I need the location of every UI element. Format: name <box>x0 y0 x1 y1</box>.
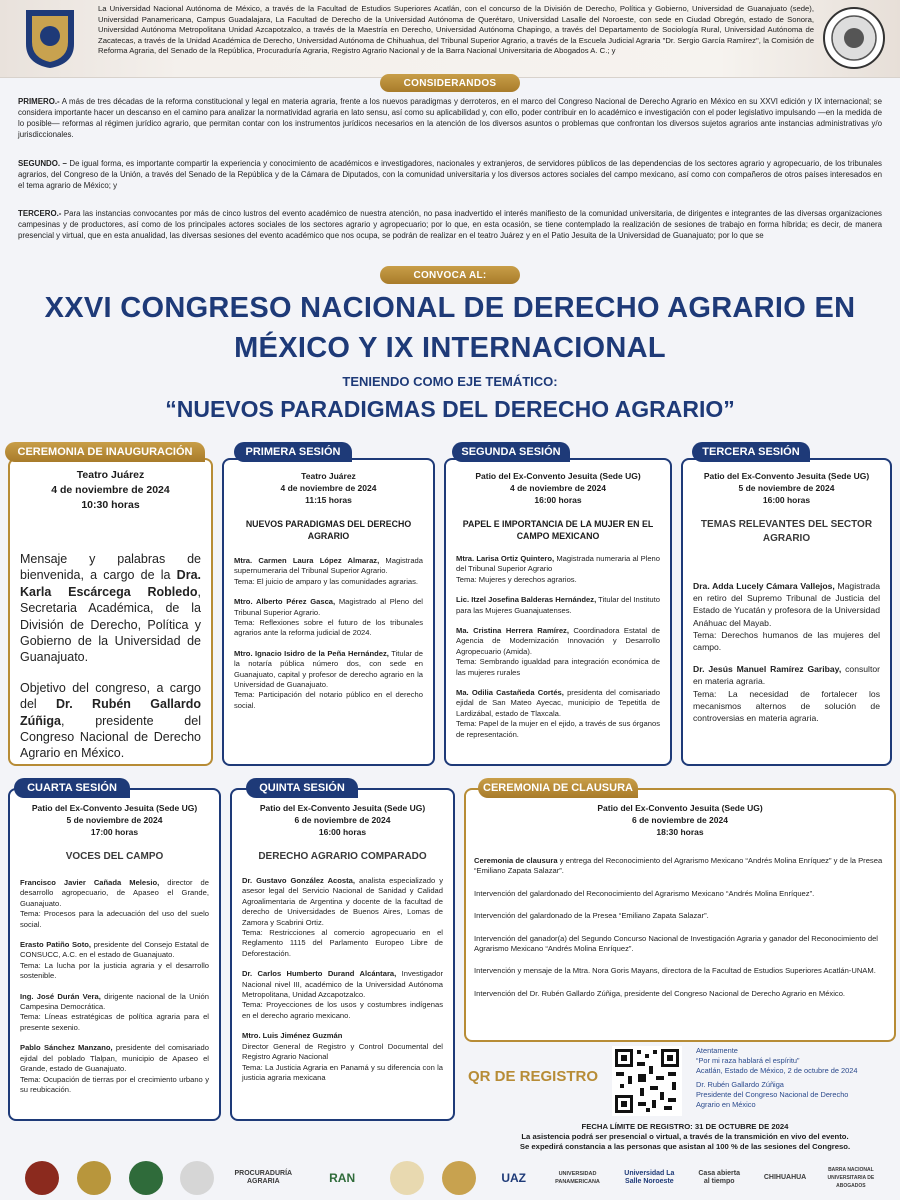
tab-segunda-sesion: SEGUNDA SESIÓN <box>452 442 570 462</box>
list-item: Ceremonia de clausura y entrega del Reconocimiento del Agrarismo Mexicano “Andrés Molina Enríquez” y de la Presea “Emiliano Zapata Salazar”. <box>474 856 883 876</box>
subtitle: TENIENDO COMO EJE TEMÁTICO: <box>342 374 558 389</box>
session-theme: PAPEL E IMPORTANCIA DE LA MUJER EN EL CAMPO MEXICANO <box>462 519 654 541</box>
list-item: Pablo Sánchez Manzano, presidente del comisariado ejidal del poblado Tlalpan, municipio de Apaseo el Grande, estado de Guanajuato. Tema: Ocupación de tierras por el crecimiento urbano y su reubicación. <box>20 1043 209 1094</box>
list-item: Francisco Javier Cañada Melesio, director de desarrollo agropecuario, de Apaseo el Grande, Guanajuato. Tema: Procesos para la adecuación del uso del suelo social. <box>20 878 209 929</box>
senado-logo-icon <box>129 1161 163 1195</box>
convoca-label: CONVOCA AL: <box>380 266 520 284</box>
congress-seal-icon <box>822 6 886 70</box>
list-item: Intervención y mensaje de la Mtra. Nora Goris Mayans, directora de la Facultad de Estudios Superiores Acatlán-UNAM. <box>474 966 876 976</box>
list-item: Dr. Jesús Manuel Ramírez Garibay, consultor en materia agraria. Tema: La necesidad de fortalecer los mecanismos alternos de solución de controversias en materia agraria. <box>693 664 880 724</box>
header-banner <box>0 0 900 78</box>
header-text: La Universidad Nacional Autónoma de México, a través de la Facultad de Estudios Superiores Acatlán, con el concurso de la División de Derecho, Política y Gobierno, Universidad de Guanajuato (sede), Universidad Panamericana, Campus Guadalajara, La Facultad de Derecho de la Universidad Autónoma de Querétaro, Universidad Lasalle del Noroeste, con sede en Ciudad Obregón, estado de Sonora, Universidad Autónoma Metropolitana Unidad Azcapotzalco, a través de la Maestría en Derecho, Universidad Autónoma Chapingo, a través del Departamento de Sociología Rural, Universidad Autónoma de Zacatecas, a través de la Unidad Académica de Derecho, Universidad Autónoma de Chihuahua, del Tribunal Superior Agrario, a través de la Escuela Judicial Agraria "Dr. Sergio García Ramírez", la Comisión de Reforma Agraria, del Senado de la República, Procuraduría Agraria, Registro Agrario Nacional y de la Barra Nacional Universitaria de Abogados A. C.; y <box>98 4 814 55</box>
list-item: Ma. Odilia Castañeda Cortés, presidenta del comisariado ejidal de San Mateo Ayecac, municipio de Tepetitla de Lardizábal, estado de Tlaxcala. Tema: Papel de la mujer en el ejido, a través de sus órganos de representación. <box>456 688 660 739</box>
unam-logo-icon <box>25 1161 59 1195</box>
primero-paragraph: PRIMERO.- A más de tres décadas de la reforma constitucional y legal en materia agraria, frente a los nuevos paradigmas y derroteros, en el marco del Congreso Nacional de Derecho Agrario en México en su XXVI edición y IX internacional; se considera importante hacer un descanso en el camino para analizar la normatividad agraria en lato sensu, así como su aplicabilidad y, con ello, poder contribuir en lo académico e investigación con el poder legislativo impulsando —en la medida de lo posible— reformas al régimen jurídico agrario, que permitan contar con los instrumentos jurídicos necesarios en la atención de los diversos asuntos o problemas que confrontan los diversos sujetos agrarios ante instancias administrativas y/o jurisdiccionales. <box>18 97 882 139</box>
session-theme: TEMAS RELEVANTES DEL SECTOR AGRARIO <box>700 519 873 544</box>
list-item: Mtra. Larisa Ortiz Quintero, Magistrada numeraria al Pleno del Tribunal Superior Agrario Tema: Mujeres y derechos agrarios. <box>456 554 660 584</box>
logo-procuraduria-agraria: PROCURADURÍA AGRARIA <box>234 1170 293 1185</box>
tab-primera-sesion: PRIMERA SESIÓN <box>234 442 352 462</box>
card-header: Patio del Ex-Convento Jesuita (Sede UG) 6 de noviembre de 2024 16:00 horas <box>259 803 426 837</box>
list-item: Erasto Patiño Soto, presidente del Consejo Estatal de CONSUCC, A.C. en el estado de Guanajuato. Tema: La lucha por la justicia agraria y el desarrollo sostenible. <box>20 940 209 981</box>
logo-ran: RAN <box>329 1171 356 1185</box>
sponsor-logos <box>0 1156 900 1200</box>
tribunal-logo-icon <box>180 1161 214 1195</box>
list-item: Lic. Itzel Josefina Balderas Hernández, Titular del Instituto para las Mujeres Guanajuatenses. <box>456 595 660 615</box>
list-item: Mtro. Ignacio Isidro de la Peña Hernández, Titular de la notaría pública número dos, con sede en Guanajuato, capital y profesor de derecho agrario en la Universidad de Guanajuato. Tema: Participación del notario público en el derecho social. <box>234 648 423 710</box>
congress-title-line1: XXVI CONGRESO NACIONAL DE DERECHO AGRARIO EN <box>44 292 856 324</box>
tab-tercera-sesion: TERCERA SESIÓN <box>692 442 810 462</box>
segundo-paragraph: SEGUNDO. – De igual forma, es importante compartir la experiencia y conocimiento de académicos e investigadores, nacionales y extranjeros, de servidores públicos de las dependencias de los sectores agrario y agropecuario, de los tribunales agrarios, del Congreso de la Unión, a través del Senado de la República y de la Cámara de Diputados, con la comunidad universitaria y los diversos actores sociales del campo mexicano, así como con compañeros de otros países interesados en el tema agrario de México; y <box>18 159 882 190</box>
card-header: Patio del Ex-Convento Jesuita (Sede UG) 4 de noviembre de 2024 16:00 horas <box>475 471 641 505</box>
card-quinta-sesion <box>230 788 455 1121</box>
tab-clausura: CEREMONIA DE CLAUSURA <box>478 778 638 798</box>
logo-chihuahua: CHIHUAHUA <box>763 1174 807 1181</box>
uaq-logo-icon <box>442 1161 476 1195</box>
tercero-paragraph: TERCERO.- Para las instancias convocantes por más de cinco lustros del evento académico de nuestra atención, no pasa inadvertido el interés manifiesto de la comunidad universitaria, de dirigentes e integrantes de las diversas organizaciones campesinas y de productores, así como de los principales actores sociales de los sectores agrario y agropecuario; por lo que, en esta ocasión, se tiene contemplado la realización de sesiones de trabajo en forma híbrida; es decir, de manera presencial y virtual, que en esta anualidad, las diversas sesiones del evento académico que nos ocupa, se podrán de realizar en el teatro Juárez y en el Patio Jesuita de la Universidad de Guanajuato; por lo que se <box>18 209 882 240</box>
logo-uam: Casa abierta al tiempo <box>698 1170 741 1185</box>
congress-title-line2: MÉXICO Y IX INTERNACIONAL <box>234 332 666 364</box>
inauguracion-text-2: Objetivo del congreso, a cargo del Dr. Rubén Gallardo Zúñiga, presidente del Congreso Nacional de Derecho Agrario en México. <box>20 680 201 761</box>
card-segunda-sesion <box>444 458 672 766</box>
list-item: Dr. Gustavo González Acosta, analista especializado y asesor legal del Servicio Nacional de Sanidad y Calidad Agroalimentaria de Argentina y docente de la facultad de derecho de Universidades de Buenos Aires, Lomas de Zamora y Scabrini Ortiz. Tema: Restricciones al comercio agropecuario en el Reglamento 1115 del Parlamento Europeo Libre de Deforestación. <box>242 876 443 958</box>
session-theme: NUEVOS PARADIGMAS DEL DERECHO AGRARIO <box>245 519 412 541</box>
list-item: Ma. Cristina Herrera Ramírez, Coordinadora Estatal de Agencia de Modernización Innovación y Desarrollo Agropecuario (Amida). Tema: Sembrando igualdad para integración económica de las mujeres rurales <box>456 626 660 677</box>
qr-code-icon[interactable] <box>612 1046 682 1116</box>
session-theme: VOCES DEL CAMPO <box>65 851 164 862</box>
chapingo-logo-icon <box>390 1161 424 1195</box>
qr-label: QR DE REGISTRO <box>468 1068 599 1085</box>
tab-inauguracion: CEREMONIA DE INAUGURACIÓN <box>5 442 205 462</box>
card-header: Patio del Ex-Convento Jesuita (Sede UG) 5 de noviembre de 2024 17:00 horas <box>31 803 198 837</box>
list-item: Mtra. Carmen Laura López Almaraz, Magistrada supernumeraria del Tribunal Superior Agrario. Tema: El juicio de amparo y las comunidades agrarias. <box>234 556 423 586</box>
unam-crest-icon <box>20 6 80 70</box>
list-item: Intervención del galardonado de la Presea “Emiliano Zapata Salazar”. <box>474 911 709 921</box>
list-item: Mtro. Alberto Pérez Gasca, Magistrado al Pleno del Tribunal Superior Agrario. Tema: Reflexiones sobre el futuro de los tribunales agrarios ante la reforma judicial de 2024. <box>234 597 423 638</box>
card-inauguracion <box>8 458 213 766</box>
list-item: Intervención del Dr. Rubén Gallardo Zúñiga, presidente del Congreso Nacional de Derecho Agrario en México. <box>474 988 846 998</box>
logo-lasalle: Universidad La Salle Noroeste <box>624 1170 675 1185</box>
card-header: Teatro Juárez 4 de noviembre de 2024 11:15 horas <box>280 471 377 505</box>
card-header: Teatro Juárez 4 de noviembre de 2024 10:30 horas <box>51 469 170 511</box>
list-item: Dr. Carlos Humberto Durand Alcántara, Investigador Nacional nivel III, académico de la Universidad Autónoma Metropolitana, Unidad Azcapotzalco. Tema: Proyecciones de los usos y costumbres indígenas en el derecho agrario mexicano. <box>242 969 444 1020</box>
card-header: Patio del Ex-Convento Jesuita (Sede UG) 5 de noviembre de 2024 16:00 horas <box>703 471 870 505</box>
list-item: Dra. Adda Lucely Cámara Vallejos, Magistrada en retiro del Supremo Tribunal de Justicia del Estado de Yucatán y profesora de la Universidad Anáhuac del Mayab. Tema: Derechos humanos de las mujeres del campo. <box>693 581 880 653</box>
card-cuarta-sesion <box>8 788 221 1121</box>
logo-uaz: UAZ <box>501 1171 526 1185</box>
card-tercera-sesion <box>681 458 892 766</box>
card-clausura <box>464 788 896 1042</box>
logo-panamericana: UNIVERSIDAD PANAMERICANA <box>555 1171 600 1185</box>
inauguracion-text-1: Mensaje y palabras de bienvenida, a cargo de la Dra. Karla Escárcega Robledo, Secretaria Académica, de la División de Derecho, Política y Gobierno de la Universidad de Guanajuato. <box>20 552 201 665</box>
card-primera-sesion <box>222 458 435 766</box>
tab-quinta-sesion: QUINTA SESIÓN <box>246 778 358 798</box>
ug-logo-icon <box>77 1161 111 1195</box>
registration-deadline: FECHA LÍMITE DE REGISTRO: 31 DE OCTUBRE DE 2024 La asistencia podrá ser presencial o virtual, a través de la transmición en vivo del evento. Se expedirá constancia a las personas que asistan al 100 % de las sesiones del Congreso. <box>519 1122 851 1151</box>
theme-title: “NUEVOS PARADIGMAS DEL DERECHO AGRARIO” <box>165 396 735 422</box>
considerandos-label: CONSIDERANDOS <box>380 74 520 92</box>
tab-cuarta-sesion: CUARTA SESIÓN <box>14 778 130 798</box>
list-item: Intervención del galardonado del Reconocimiento del Agrarismo Mexicano “Andrés Molina Enríquez”. <box>474 888 815 898</box>
list-item: Intervención del ganador(a) del Segundo Concurso Nacional de Investigación Agraria y ganador del Reconocimiento del Agrarismo Mexicano “Andrés Molina Enríquez”. <box>474 933 878 954</box>
list-item: Ing. José Durán Vera, dirigente nacional de la Unión Campesina Democrática. Tema: Líneas estratégicas de política agraria para el presente sexenio. <box>20 991 210 1032</box>
session-theme: DERECHO AGRARIO COMPARADO <box>258 851 427 862</box>
card-header: Patio del Ex-Convento Jesuita (Sede UG) 6 de noviembre de 2024 18:30 horas <box>597 803 763 837</box>
signature-block: Atentamente “Por mi raza hablará el espíritu” Acatlán, Estado de México, 2 de octubre de 2024 Dr. Rubén Gallardo Zúñiga Presidente del Congreso Nacional de Derecho Agrario en México <box>696 1046 858 1109</box>
list-item: Mtro. Luis Jiménez Guzmán Director General de Registro y Control Documental del Registro Agrario Nacional Tema: La Justicia Agraria en Panamá y su diferencia con la justicia agraria mexicana <box>242 1031 443 1082</box>
logo-barra-abogados: BARRA NACIONAL UNIVERSITARIA DE ABOGADOS <box>827 1167 875 1189</box>
